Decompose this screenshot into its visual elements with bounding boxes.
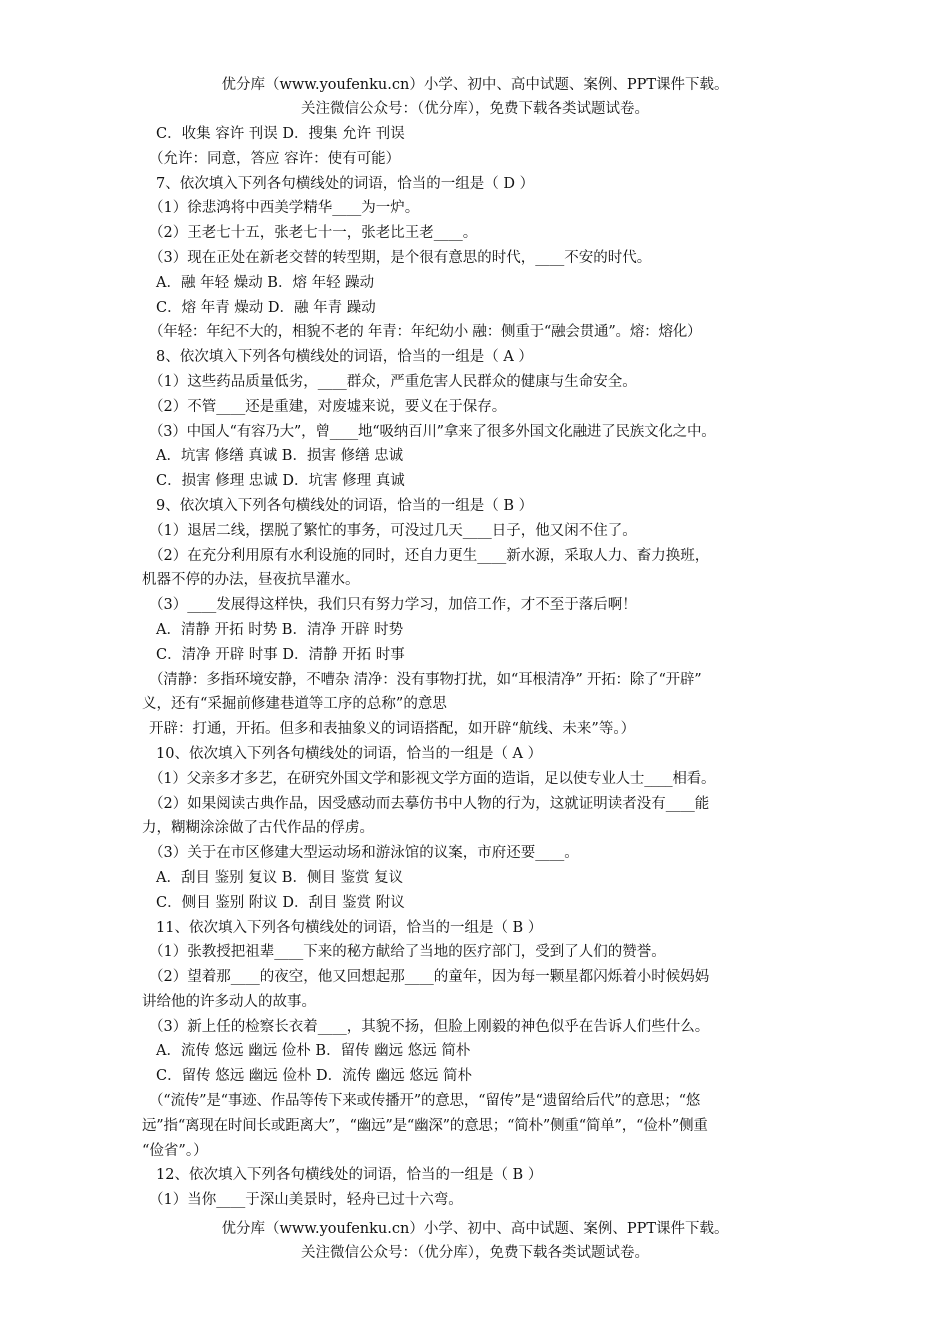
sentence-line-continued: 力，糊糊涂涂做了古代作品的俘虏。	[142, 820, 374, 837]
page-header	[0, 73, 950, 121]
note-line: （“流传”是“事迹、作品等传下来或传播开”的意思，“留传”是“遗留给后代”的意思；“悠	[149, 1093, 701, 1110]
option-line: C．侧目 鉴别 附议 D．刮目 鉴赏 附议	[156, 894, 405, 911]
sentence-line-continued: 机器不停的办法，昼夜抗旱灌水。	[142, 572, 360, 589]
note-line: （清静：多指环境安静，不嘈杂 清净：没有事物打扰，如“耳根清净” 开拓：除了“开辟”	[149, 671, 702, 688]
sentence-line: （3）中国人“有容乃大”，曾____地“吸纳百川”拿来了很多外国文化融进了民族文化之中。	[149, 423, 716, 440]
question-title: 12、依次填入下列各句横线处的词语，恰当的一组是（ B ）	[156, 1167, 543, 1184]
footer-line-2: 关注微信公众号：（优分库），免费下载各类试题试卷。	[301, 1245, 649, 1261]
sentence-line: （1）这些药品质量低劣，____群众，严重危害人民群众的健康与生命安全。	[149, 373, 637, 390]
sentence-line: （1）父亲多才多艺，在研究外国文学和影视文学方面的造诣，足以使专业人士____相看。	[149, 770, 716, 787]
sentence-line: （1）当你____于深山美景时，轻舟已过十六弯。	[149, 1192, 463, 1209]
option-line: A．融 年轻 燥动 B．熔 年轻 躁动	[156, 274, 375, 291]
sentence-line: （3）____发展得这样快，我们只有努力学习，加倍工作，才不至于落后啊！	[149, 597, 637, 614]
sentence-line: （2）望着那____的夜空，他又回想起那____的童年，因为每一颗星都闪烁着小时候妈妈	[149, 969, 710, 986]
note-line: （年轻：年纪不大的，相貌不老的 年青：年纪幼小 融：侧重于“融会贯通”。熔：熔化）	[149, 324, 702, 341]
sentence-line: （3）新上任的检察长衣着____，其貌不扬，但脸上刚毅的神色似乎在告诉人们些什么。	[149, 1018, 710, 1035]
note-line: 开辟：打通，开拓。但多和表抽象义的词语搭配，如开辟“航线、未来”等。）	[149, 721, 636, 738]
option-line: C．留传 悠远 幽远 俭朴 D．流传 幽远 悠远 简朴	[156, 1068, 472, 1085]
sentence-line: （2）王老七十五，张老七十一，张老比王老____。	[149, 225, 478, 242]
option-line: C．熔 年青 燥动 D．融 年青 躁动	[156, 299, 376, 316]
note-line-continued: 远”指“离现在时间长或距离大”，“幽远”是“幽深”的意思；“简朴”侧重“简单”，“俭朴”侧重	[142, 1117, 708, 1134]
option-line: C．收集 容许 刊误 D．搜集 允许 刊误	[156, 126, 405, 142]
option-line: C．损害 修理 忠诚 D．坑害 修理 真诚	[156, 473, 405, 490]
option-line: A．流传 悠远 幽远 俭朴 B．留传 幽远 悠远 简朴	[156, 1043, 471, 1060]
sentence-line-continued: 讲给他的许多动人的故事。	[142, 993, 316, 1010]
page-footer	[0, 1217, 950, 1265]
option-line: C．清净 开辟 时事 D．清静 开拓 时事	[156, 646, 405, 663]
sentence-line: （1）徐悲鸿将中西美学精华____为一炉。	[149, 200, 420, 217]
sentence-line: （3）现在正处在新老交替的转型期，是个很有意思的时代，____不安的时代。	[149, 249, 652, 266]
question-title: 8、依次填入下列各句横线处的词语，恰当的一组是（ A ）	[156, 349, 533, 366]
sentence-line: （2）如果阅读古典作品，因受感动而去摹仿书中人物的行为，这就证明读者没有____能	[149, 795, 710, 812]
header-line-1: 优分库（www.youfenku.cn）小学、初中、高中试题、案例、PPT课件下载。	[221, 77, 729, 93]
sentence-line: （2）不管____还是重建，对废墟来说，要义在于保存。	[149, 398, 507, 415]
footer-line-1: 优分库（www.youfenku.cn）小学、初中、高中试题、案例、PPT课件下载。	[221, 1221, 729, 1237]
question-title: 10、依次填入下列各句横线处的词语，恰当的一组是（ A ）	[156, 745, 543, 762]
note-line-continued: 义，还有“采掘前修建巷道等工序的总称”的意思	[142, 696, 447, 713]
option-line: A．坑害 修缮 真诚 B．损害 修缮 忠诚	[156, 448, 404, 465]
question-title: 11、依次填入下列各句横线处的词语，恰当的一组是（ B ）	[156, 919, 543, 936]
sentence-line: （2）在充分利用原有水利设施的同时，还自力更生____新水源，采取人力、畜力换班，	[149, 547, 710, 564]
question-title: 7、依次填入下列各句横线处的词语，恰当的一组是（ D ）	[156, 175, 535, 192]
sentence-line: （3）关于在市区修建大型运动场和游泳馆的议案，市府还要____。	[149, 845, 579, 862]
option-line: A．清静 开拓 时势 B．清净 开辟 时势	[156, 621, 404, 638]
sentence-line: （1）张教授把祖辈____下来的秘方献给了当地的医疗部门，受到了人们的赞誉。	[149, 944, 666, 961]
document-body	[142, 122, 810, 1213]
question-title: 9、依次填入下列各句横线处的词语，恰当的一组是（ B ）	[156, 497, 534, 514]
header-line-2: 关注微信公众号：（优分库），免费下载各类试题试卷。	[301, 101, 649, 117]
option-line: A．刮目 鉴别 复议 B．侧目 鉴赏 复议	[156, 869, 404, 886]
note-line: （允许：同意，答应 容许：使有可能）	[149, 150, 401, 167]
sentence-line: （1）退居二线，摆脱了繁忙的事务，可没过几天____日子，他又闲不住了。	[149, 522, 637, 539]
note-line-continued: “俭省”。）	[142, 1142, 208, 1159]
